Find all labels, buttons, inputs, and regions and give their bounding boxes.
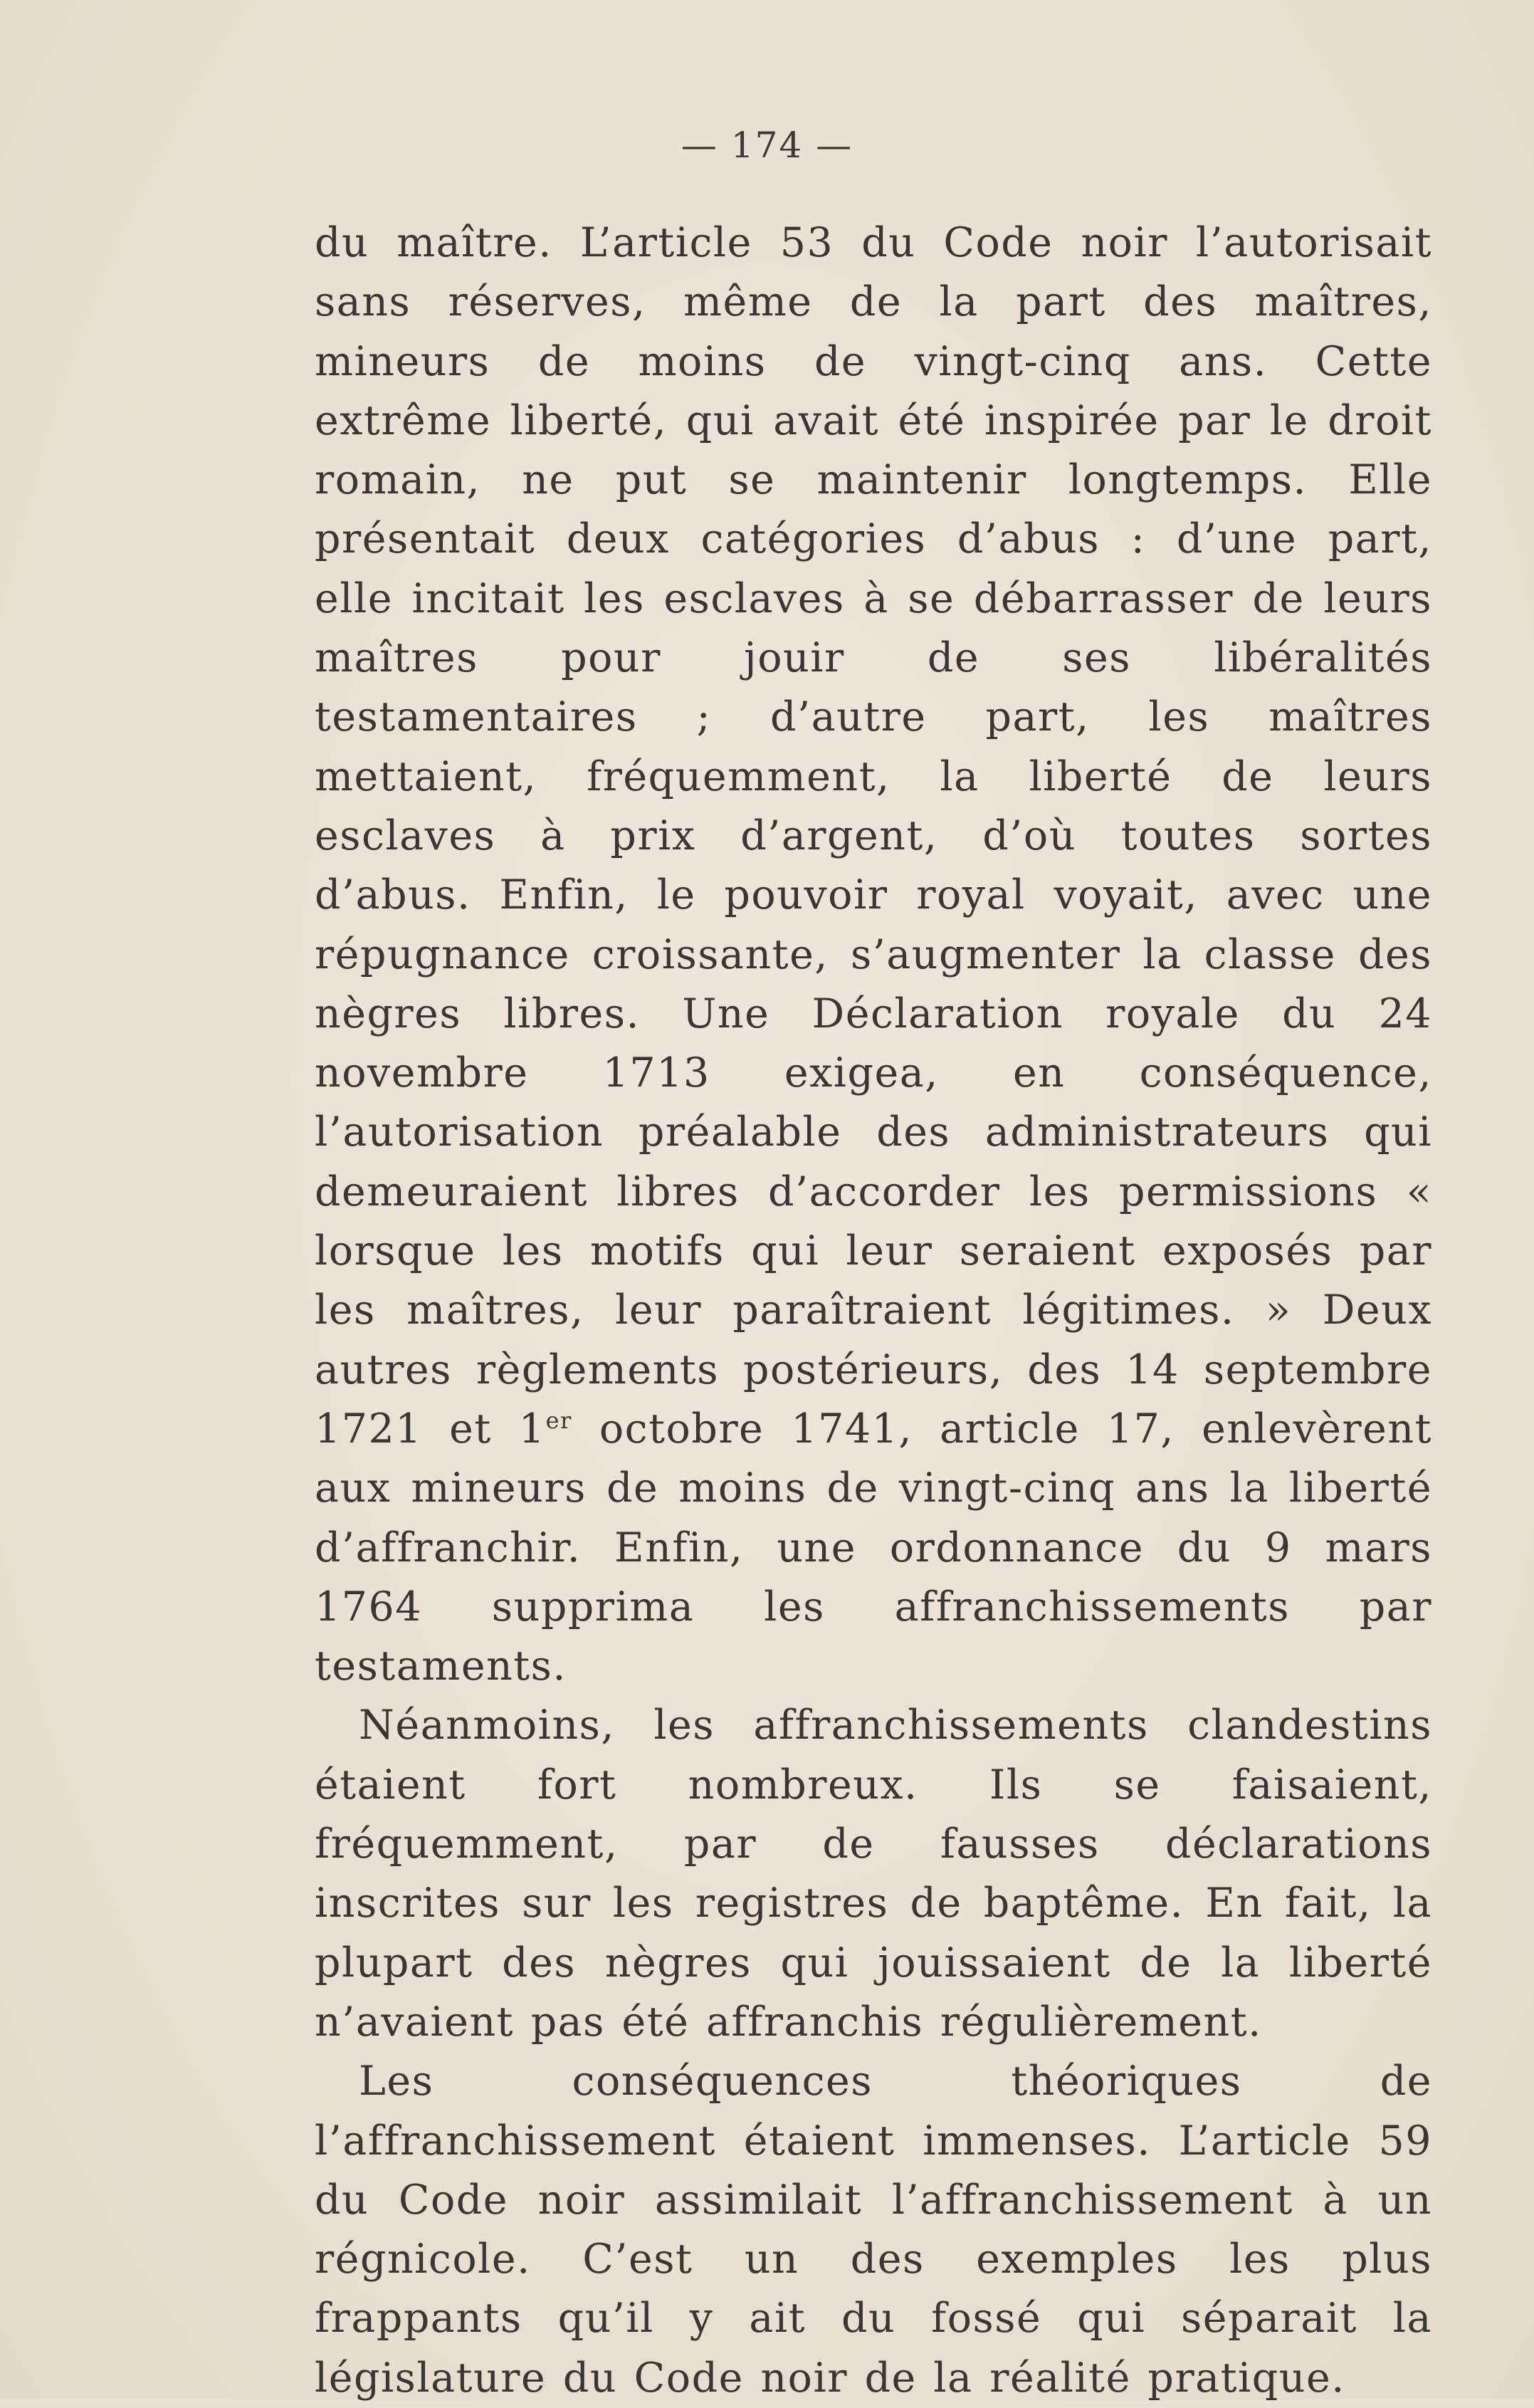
paragraph-2: Néanmoins, les affranchissements clandestins étaient fort nombreux. Ils se faisaient, fréquemment, par de fausses déclarations inscrites sur les registres de baptême. En fait, la plupart des nègres qui jouissaient de la liberté n’avaient pas été affranchis régulièrement. [315, 1702, 1432, 2046]
page-number: — 174 — [681, 125, 853, 166]
paragraph-1-text: du maître. L’article 53 du Code noir l’autorisait sans réserves, même de la part des maîtres, mineurs de moins de vingt-cinq ans. Cette extrême liberté, qui avait été inspirée par le droit romain, ne put se maintenir longtemps. Elle présentait deux catégories d’abus : d’une part, elle incitait les esclaves à se débarrasser de leurs maîtres pour jouir de ses libéralités testamentaires ; d’autre part, les maîtres mettaient, fréquemment, la liberté de leurs esclaves à prix d’argent, d’où toutes sortes d’abus. Enfin, le pouvoir royal voyait, avec une répugnance croissante, s’augmenter la classe des nègres libres. Une Déclaration royale du 24 novembre 1713 exigea, en conséquence, l’autorisation préalable des administrateurs qui demeuraient libres d’accorder les permissions « lorsque les motifs qui leur seraient exposés par les maîtres, leur paraîtraient légitimes. » Deux autres règlements postérieurs, des 14 septembre 1721 et 1 [315, 219, 1432, 1452]
superscript-er: er [545, 1406, 572, 1434]
body-text [315, 214, 1432, 2408]
paragraph-1-text-continued: octobre 1741, article 17, enlevèrent aux mineurs de moins de vingt-cinq ans la liberté d’affranchir. Enfin, une ordonnance du 9 mars 1764 supprima les affranchissements par testaments. [315, 1405, 1433, 1690]
paragraph-3: Les conséquences théoriques de l’affranchissement étaient immenses. L’article 59 du Code noir assimilait l’affranchissement à un régnicole. C’est un des exemples les plus frappants qu’il y ait du fossé qui séparait la législature du Code noir de la réalité pratique. [315, 2058, 1432, 2402]
paragraph-1 [315, 214, 1432, 1696]
